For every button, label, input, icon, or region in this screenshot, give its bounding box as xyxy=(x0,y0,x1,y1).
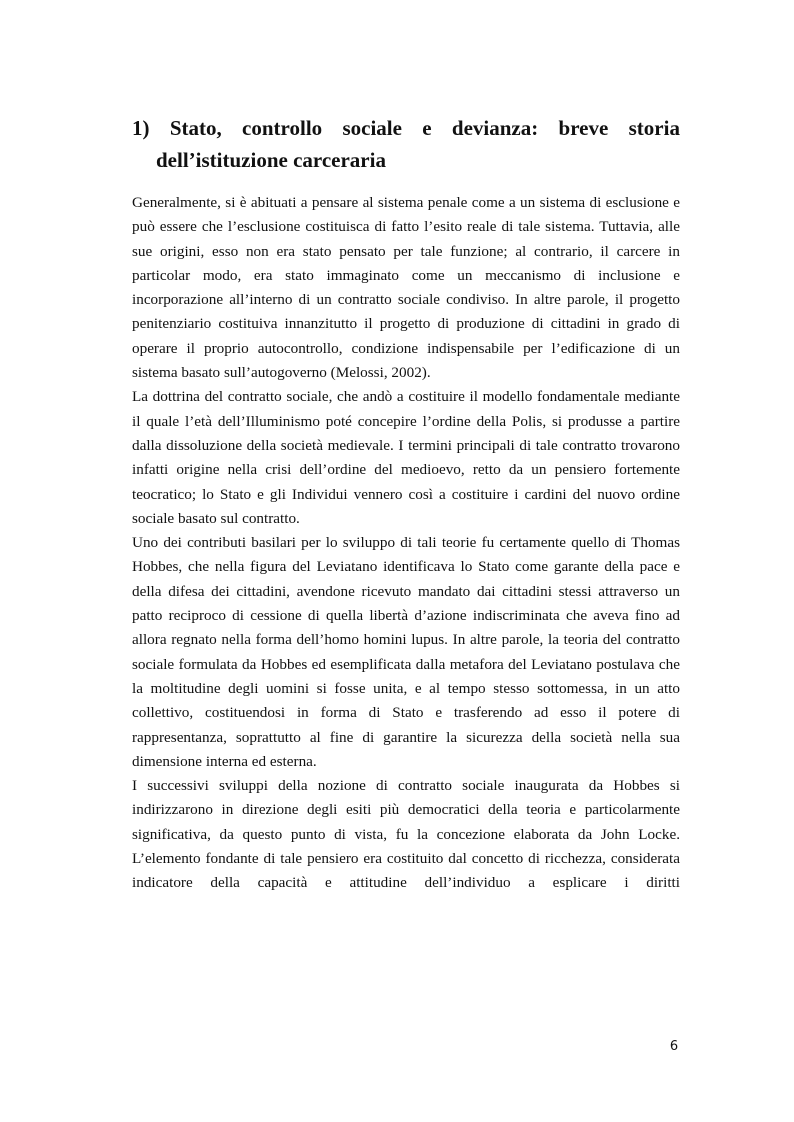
heading-word: Stato, xyxy=(169,116,222,140)
paragraph: Generalmente, si è abituati a pensare al sistema penale come a un sistema di esclusione e può essere che l’esclusione costituisca di fatto l’esito reale di tale sistema. Tuttavia, alle sue origini, esso non era stato pensato per tale funzione; al contrario, il carcere in particolar modo, era stato immaginato come un meccanismo di inclusione e incorporazione all’interno di un contratto sociale condiviso. In altre parole, il progetto penitenziario costituiva innanzitutto il progetto di produzione di cittadini in grado di operare il proprio autocontrollo, condizione indispensabile per l’edificazione di un sistema basato sull’autogoverno (Melossi, 2002). xyxy=(132,194,680,382)
section-heading xyxy=(132,112,680,176)
paragraph: Uno dei contributi basilari per lo sviluppo di tali teorie fu certamente quello di Thomas Hobbes, che nella figura del Leviatano identificava lo Stato come garante della pace e della difesa dei cittadini, avendone ricevuto mandato dai cittadini stessi attraverso un patto reciproco di cessione di quella libertà d’azione indiscriminata che aveva fino ad allora regnato nella forma dell’homo homini lupus. In altre parole, la teoria del contratto sociale formulata da Hobbes ed esemplificata dalla metafora del Leviatano postulava che la moltitudine degli uomini si fosse unita, e al tempo stesso sottomessa, in un atto collettivo, costituendosi in forma di Stato e trasferendo ad esso il potere di rappresentanza, soprattutto al fine di garantire la sicurezza della società nella sua dimensione interna ed esterna. xyxy=(132,534,680,770)
section-heading-line-1 xyxy=(132,112,680,144)
paragraph: I successivi sviluppi della nozione di contratto sociale inaugurata da Hobbes si indirizzarono in direzione degli esiti più democratici della teoria e particolarmente significativa, da questo punto di vista, fu la concezione elaborata da John Locke. L’elemento fondante di tale pensiero era costituito dal concetto di ricchezza, considerata indicatore della capacità e attitudine dell’individuo a esplicare i diritti xyxy=(132,777,680,892)
heading-word: devianza: xyxy=(451,116,539,140)
body-text xyxy=(132,191,680,896)
section-heading-line-2: dell’istituzione carceraria xyxy=(156,148,386,172)
page-number: 6 xyxy=(669,1039,679,1054)
heading-word: breve xyxy=(558,116,609,140)
heading-word: controllo xyxy=(242,116,323,140)
heading-number: 1) xyxy=(132,116,150,140)
heading-word: sociale xyxy=(342,116,402,140)
heading-word: e xyxy=(422,116,432,140)
heading-word: storia xyxy=(628,116,680,140)
paragraph: La dottrina del contratto sociale, che andò a costituire il modello fondamentale mediante il quale l’età dell’Illuminismo poté concepire l’ordine della Polis, si produsse a partire dalla dissoluzione della società medievale. I termini principali di tale contratto trovarono infatti origine nella crisi dell’ordine del medioevo, retto da un pensiero fortemente teocratico; lo Stato e gli Individui vennero così a costituire i cardini del nuovo ordine sociale basato sul contratto. xyxy=(132,388,680,527)
